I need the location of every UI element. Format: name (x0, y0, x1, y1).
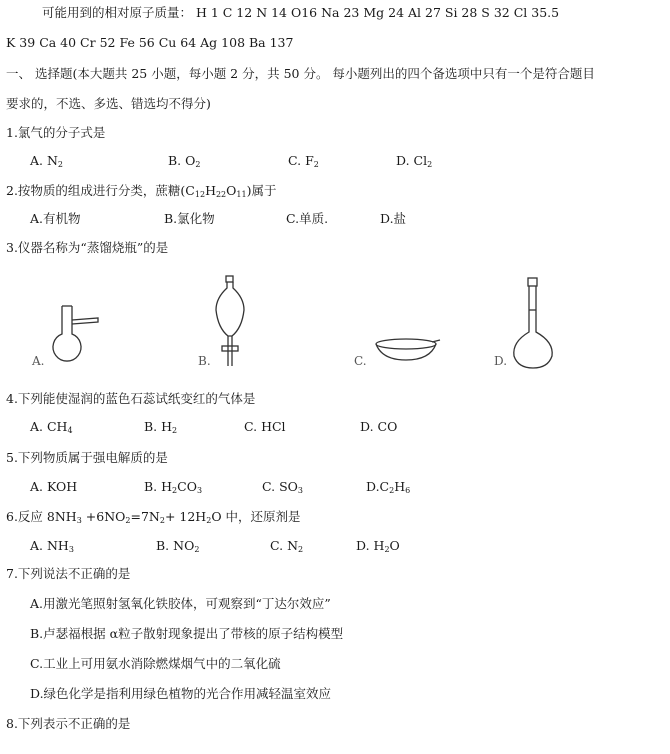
q4-option-a[interactable]: A. $CH_4$ (30, 419, 73, 435)
question-4-stem: 4.下列能使湿润的蓝色石蕊试纸变红的气体是 (6, 391, 256, 406)
q2-option-c[interactable]: C.单质. (286, 211, 329, 226)
q1-option-c[interactable]: C. $F_2$ (288, 153, 319, 169)
q1-option-b[interactable]: B. $O_2$ (168, 153, 201, 169)
q6-option-c[interactable]: C. $N_2$ (270, 538, 304, 554)
q4-option-d[interactable]: D. CO (360, 419, 398, 434)
atomic-mass-line-1: 可能用到的相对原子质量： H 1 C 12 N 14 O16 Na 23 Mg 24 Al 27 Si 28 S 32 Cl 35.5 (42, 5, 560, 20)
q1-option-a[interactable]: A. $N_2$ (30, 153, 64, 169)
q7-option-d[interactable]: D.绿色化学是指利用绿色植物的光合作用减轻温室效应 (30, 686, 332, 701)
q6-option-a[interactable]: A. $NH_3$ (30, 538, 74, 554)
section-heading-cont: 要求的，不选、多选、错选均不得分) (6, 96, 211, 111)
q5-option-c[interactable]: C. $SO_3$ (262, 479, 303, 495)
q2-option-a[interactable]: A.有机物 (30, 211, 81, 226)
q2-option-b[interactable]: B.氯化物 (164, 211, 215, 226)
evaporating-dish-icon[interactable] (372, 336, 442, 364)
volumetric-flask-icon[interactable] (508, 276, 558, 372)
section-heading: 一、 选择题(本大题共 25 小题，每小题 2 分，共 50 分。 每小题列出的四个备选项中只有一个是符合题目 (6, 66, 595, 81)
distillation-flask-icon[interactable] (46, 300, 106, 372)
q3-option-b-label[interactable]: B. (198, 354, 211, 368)
q3-option-a-label[interactable]: A. (32, 354, 45, 368)
q4-option-b[interactable]: B. $H_2$ (144, 419, 178, 435)
q5-option-b[interactable]: B. $H_2CO_3$ (144, 479, 203, 495)
q1-option-d[interactable]: D. $Cl_2$ (396, 153, 433, 169)
q5-option-d[interactable]: $D.C_2H_6$ (366, 479, 411, 495)
q3-option-d-label[interactable]: D. (494, 354, 508, 368)
question-3-stem: 3.仪器名称为“蒸馏烧瓶”的是 (6, 240, 169, 255)
q6-option-d[interactable]: D. $H_2O$ (356, 538, 400, 554)
q5-option-a[interactable]: A. KOH (30, 479, 78, 494)
q3-option-c-label[interactable]: C. (354, 354, 367, 368)
question-2-stem: 2.按物质的组成进行分类，蔗糖$(C_{12}H_{22}O_{11})$属于 (6, 183, 277, 199)
question-8-stem: 8.下列表示不正确的是 (6, 716, 131, 731)
q7-option-c[interactable]: C.工业上可用氨水消除燃煤烟气中的二氧化硫 (30, 656, 281, 671)
q6-option-b[interactable]: B. $NO_2$ (156, 538, 200, 554)
q7-option-b[interactable]: B.卢瑟福根据 α粒子散射现象提出了带核的原子结构模型 (30, 626, 344, 641)
question-6-stem: 6.反应 $8NH_3 +6NO_2=7N_2+ 12H_2O$ 中，还原剂是 (6, 509, 301, 525)
atomic-mass-line-2: K 39 Ca 40 Cr 52 Fe 56 Cu 64 Ag 108 Ba 137 (6, 35, 294, 50)
q2-option-d[interactable]: D.盐 (380, 211, 407, 226)
q7-option-a[interactable]: A.用激光笔照射氢氧化铁胶体，可观察到“丁达尔效应” (30, 596, 331, 611)
q4-option-c[interactable]: C. HCl (244, 419, 286, 434)
question-5-stem: 5.下列物质属于强电解质的是 (6, 450, 168, 465)
question-7-stem: 7.下列说法不正确的是 (6, 566, 131, 581)
separatory-funnel-icon[interactable] (212, 274, 248, 370)
question-1-stem: 1.氯气的分子式是 (6, 125, 106, 140)
